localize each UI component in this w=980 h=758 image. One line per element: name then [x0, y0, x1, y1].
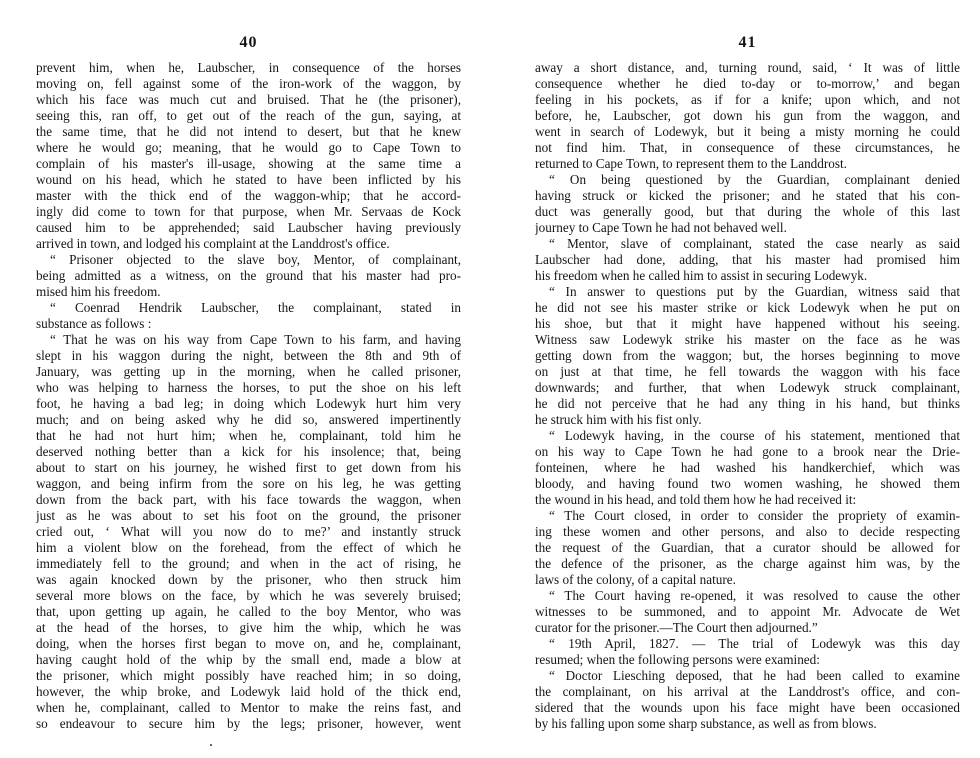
- text-line: master with the thick end of the waggon-whip; that he accord-: [36, 188, 461, 203]
- text-line: feeling in his pockets, as if for a knife; upon which, and not: [535, 92, 960, 107]
- text-line: slept in his waggon during the night, between the 8th and 9th of: [36, 348, 461, 363]
- text-line: laws of the colony, of a capital nature.: [535, 572, 736, 587]
- text-line: at the head of the horses, to give him the whip, which he was: [36, 620, 461, 635]
- text-line: who was helping to harness the horses, to put the shoe on his left: [36, 380, 461, 395]
- text-line: on just at that time, he fell towards the waggon with his face: [535, 364, 960, 379]
- text-line: before, he, Laubscher, got down his gun from the waggon, and: [535, 108, 960, 123]
- text-line: substance as follows :: [36, 316, 152, 331]
- text-line: the defence of the prisoner, as the charge against him was, by the: [535, 556, 960, 571]
- text-line: was again knocked down by the prisoner, who then struck him: [36, 572, 461, 587]
- text-line: journey to Cape Town he had not behaved well.: [535, 220, 787, 235]
- text-line: mised him his freedom.: [36, 284, 161, 299]
- text-line: curator for the prisoner.—The Court then adjourned.”: [535, 620, 818, 635]
- text-line: that he had not hurt him; when he, complainant, told him he: [36, 428, 461, 443]
- text-line: about to start on his journey, he wished first to get down from his: [36, 460, 461, 475]
- text-line: Witness saw Lodewyk strike his master on the face as he was: [535, 332, 960, 347]
- text-line: fonteinen, where he had washed his handkerchief, which was: [535, 460, 960, 475]
- right-page-number: 41: [738, 34, 757, 51]
- text-line: duct was generally good, but that during the whole of this last: [535, 204, 960, 219]
- text-line: that, upon getting up again, he called to the boy Mentor, who was: [36, 604, 461, 619]
- text-line: “ That he was on his way from Cape Town to his farm, and having: [50, 332, 461, 347]
- text-line: “ The Court having re-opened, it was resolved to cause the other: [549, 588, 960, 603]
- text-line: the complainant, on his arrival at the Landdrost's office, and con-: [535, 684, 960, 699]
- text-line: caused him to be apprehended; said Laubscher having previously: [36, 220, 461, 235]
- text-line: “ In answer to questions put by the Guardian, witness said that: [549, 284, 960, 299]
- text-line: he did not perceive that he had any thing in his hand, but thinks: [535, 396, 960, 411]
- text-line: which his face was much cut and bruised. That he (the prisoner),: [36, 92, 461, 107]
- text-line: downwards; and further, that when Lodewyk struck complainant,: [535, 380, 960, 395]
- text-line: away a short distance, and, turning round, said, ‘ It was of little: [535, 60, 960, 75]
- text-line: January, was getting up in the morning, when he called prisoner,: [36, 364, 461, 379]
- text-line: down from the back part, with his face towards the waggon, when: [36, 492, 461, 507]
- text-line: him a violent blow on the forehead, from the effect of which he: [36, 540, 461, 555]
- text-line: Laubscher had done, adding, that his master had promised him: [535, 252, 960, 267]
- text-line: resumed; when the following persons were examined:: [535, 652, 820, 667]
- text-line: “ Prisoner objected to the slave boy, Mentor, of complainant,: [50, 252, 461, 267]
- text-line: waggon, and being infirm from the sore on his leg, he was getting: [36, 476, 461, 491]
- text-line: ingly did come to town for that purpose, when Mr. Servaas de Kock: [36, 204, 461, 219]
- text-line: “ Doctor Liesching deposed, that he had been called to examine: [549, 668, 960, 683]
- text-line: “ Mentor, slave of complainant, stated the case nearly as said: [549, 236, 960, 251]
- text-line: “ On being questioned by the Guardian, complainant denied: [549, 172, 960, 187]
- right-page-text: [535, 60, 960, 732]
- text-line: witnesses to be summoned, and to appoint Mr. Advocate de Wet: [535, 604, 960, 619]
- text-line: the same time, that he did not intend to desert, but that he knew: [36, 124, 461, 139]
- text-line: he struck him with his fist only.: [535, 412, 702, 427]
- text-line: went in search of Lodewyk, but it being a misty morning he could: [535, 124, 960, 139]
- text-line: “ 19th April, 1827. — The trial of Lodewyk was this day: [549, 636, 960, 651]
- text-line: “ The Court closed, in order to consider the propriety of examin-: [549, 508, 960, 523]
- text-line: being admitted as a witness, on the ground that his master had pro-: [36, 268, 461, 283]
- text-line: just as he was about to set his foot on the ground, the prisoner: [36, 508, 461, 523]
- text-line: so endeavour to secure him by the legs; prisoner, however, went: [36, 716, 461, 731]
- left-page-text: [36, 60, 461, 732]
- text-line: “ Coenrad Hendrik Laubscher, the complainant, stated in: [50, 300, 461, 315]
- right-page: [535, 0, 960, 758]
- text-line: the request of the Guardian, that a curator should be allowed for: [535, 540, 960, 555]
- text-line: his freedom when he called him to assist in securing Lodewyk.: [535, 268, 868, 283]
- text-line: however, the whip broke, and Lodewyk laid hold of the thick end,: [36, 684, 461, 699]
- text-line: deserved nothing better than a kick for his insolence; that, being: [36, 444, 461, 459]
- text-line: immediately fell to the ground; and when in the act of rising, he: [36, 556, 461, 571]
- text-line: not find him. That, in consequence of these circumstances, he: [535, 140, 960, 155]
- text-line: doing, when the horses first began to move on, and he, complainant,: [36, 636, 461, 651]
- text-line: consequence whether he died to-day or to-morrow,’ and began: [535, 76, 960, 91]
- text-line: where he would go; meaning, that he would go to Cape Town to: [36, 140, 461, 155]
- text-line: bloody, and having found two women washing, he showed them: [535, 476, 960, 491]
- text-line: his shoe, but that it might have happened without his seeing.: [535, 316, 960, 331]
- text-line: arrived in town, and lodged his complaint at the Landdrost's office.: [36, 236, 390, 251]
- text-line: complain of his master's ill-usage, showing at the same time a: [36, 156, 461, 171]
- text-line: returned to Cape Town, to represent them to the Landdrost.: [535, 156, 847, 171]
- page-mark: [210, 744, 212, 746]
- text-line: by his falling upon some sharp substance, as well as from blows.: [535, 716, 877, 731]
- text-line: getting down from the waggon; but, the horses beginning to move: [535, 348, 960, 363]
- text-line: several more blows on the face, by which he was severely bruised;: [36, 588, 461, 603]
- text-line: when he, complainant, called to Mentor to make the reins fast, and: [36, 700, 461, 715]
- text-line: cried out, ‘ What will you now do to me?’ and instantly struck: [36, 524, 461, 539]
- text-line: the prisoner, which might possibly have reached him; in so doing,: [36, 668, 461, 683]
- text-line: on his way to Cape Town he had gone to a brook near the Drie-: [535, 444, 960, 459]
- text-line: seeing this, ran off, to get out of the reach of the gun, saying, at: [36, 108, 461, 123]
- text-line: “ Lodewyk having, in the course of his statement, mentioned that: [549, 428, 960, 443]
- text-line: he did not see his master strike or kick Lodewyk when he put on: [535, 300, 960, 315]
- text-line: moving on, fell against some of the iron-work of the waggon, by: [36, 76, 461, 91]
- text-line: wound on his head, which he stated to have been inflicted by his: [36, 172, 461, 187]
- text-line: foot, he having a bad leg; in doing which Lodewyk hurt him very: [36, 396, 461, 411]
- left-page: [36, 0, 461, 758]
- text-line: having caught hold of the whip by the small end, made a blow at: [36, 652, 461, 667]
- left-page-number: 40: [239, 34, 258, 51]
- text-line: the wound in his head, and told them how he had received it:: [535, 492, 857, 507]
- text-line: ing these women and other persons, and also to decide respecting: [535, 524, 960, 539]
- text-line: having struck or kicked the prisoner; and he stated that his con-: [535, 188, 960, 203]
- text-line: sidered that the wounds upon his face might have been occasioned: [535, 700, 960, 715]
- text-line: prevent him, when he, Laubscher, in consequence of the horses: [36, 60, 461, 75]
- text-line: much; and on being asked why he did so, answered impertinently: [36, 412, 461, 427]
